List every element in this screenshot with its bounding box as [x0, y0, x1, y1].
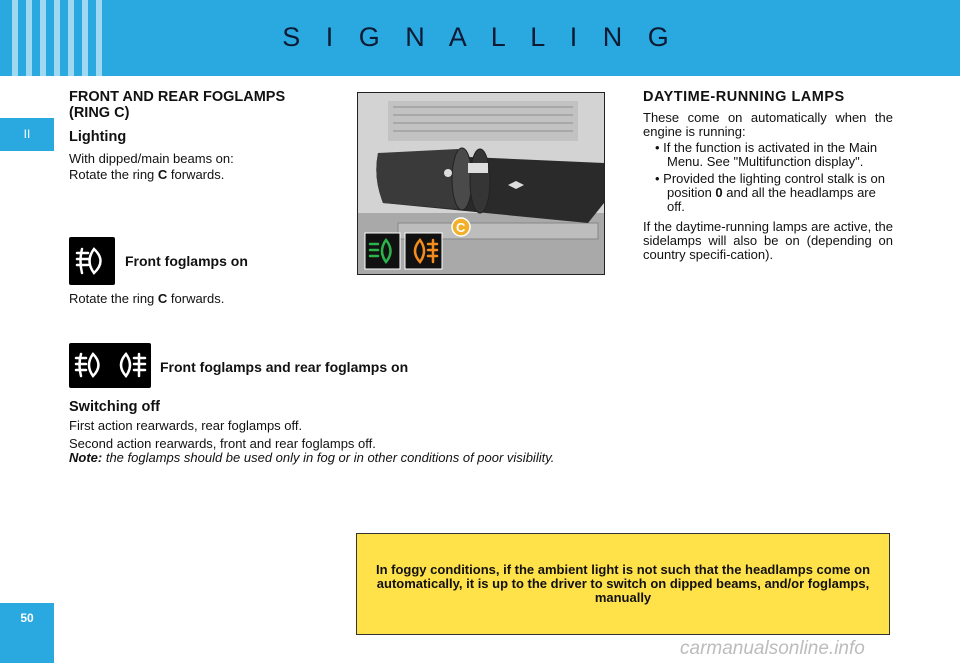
switch-line-1: First action rearwards, rear foglamps off.: [69, 418, 303, 433]
page-number: 50: [0, 603, 54, 663]
lighting-line-1: With dipped/main beams on:: [69, 151, 234, 166]
daytime-list: [643, 141, 893, 214]
front-foglamps-label: Front foglamps on: [125, 253, 248, 269]
front-foglamp-icon: [69, 237, 115, 285]
section-tab: II: [0, 118, 54, 151]
daytime-bullet-2: • Provided the lighting control stalk is on position 0 and all the headlamps are off.: [655, 171, 886, 214]
notice-text: In foggy conditions, if the ambient light is not such that the headlamps come on automatically, it is up to the driver to switch on dipped beams, and/or foglamps, manually: [375, 562, 871, 605]
watermark: carmanualsonline.info: [680, 638, 865, 659]
lighting-line-2: Rotate the ring C forwards.: [69, 167, 225, 182]
daytime-heading: DAYTIME-RUNNING LAMPS: [643, 89, 845, 105]
foggy-conditions-notice: [356, 533, 890, 635]
switching-off-heading: Switching off: [69, 399, 161, 415]
switch-line-2: Second action rearwards, front and rear foglamps off.: [69, 436, 376, 451]
rotate-line: Rotate the ring C forwards.: [69, 291, 225, 306]
front-rear-foglamps-label: Front foglamps and rear foglamps on: [160, 359, 409, 375]
daytime-running-section: [643, 89, 893, 262]
daytime-intro: These come on automatically when the engine is running:: [643, 110, 893, 139]
page-title: S I G N A L L I N G: [282, 22, 678, 52]
stalk-photo: [357, 92, 605, 275]
daytime-paragraph: If the daytime-running lamps are active, the sidelamps will also be on (depending on country specifi-cation).: [643, 219, 893, 262]
section-heading: FRONT AND REAR FOGLAMPS (RING C): [69, 89, 286, 121]
note-paragraph: Note: the foglamps should be used only in fog or in other conditions of poor visibility.: [69, 450, 555, 465]
lighting-heading: Lighting: [69, 129, 127, 145]
ring-c-label: C: [456, 220, 466, 235]
daytime-bullet-1: • If the function is activated in the Main Menu. See "Multifunction display".: [655, 140, 878, 169]
front-rear-foglamp-icon: [69, 343, 151, 388]
